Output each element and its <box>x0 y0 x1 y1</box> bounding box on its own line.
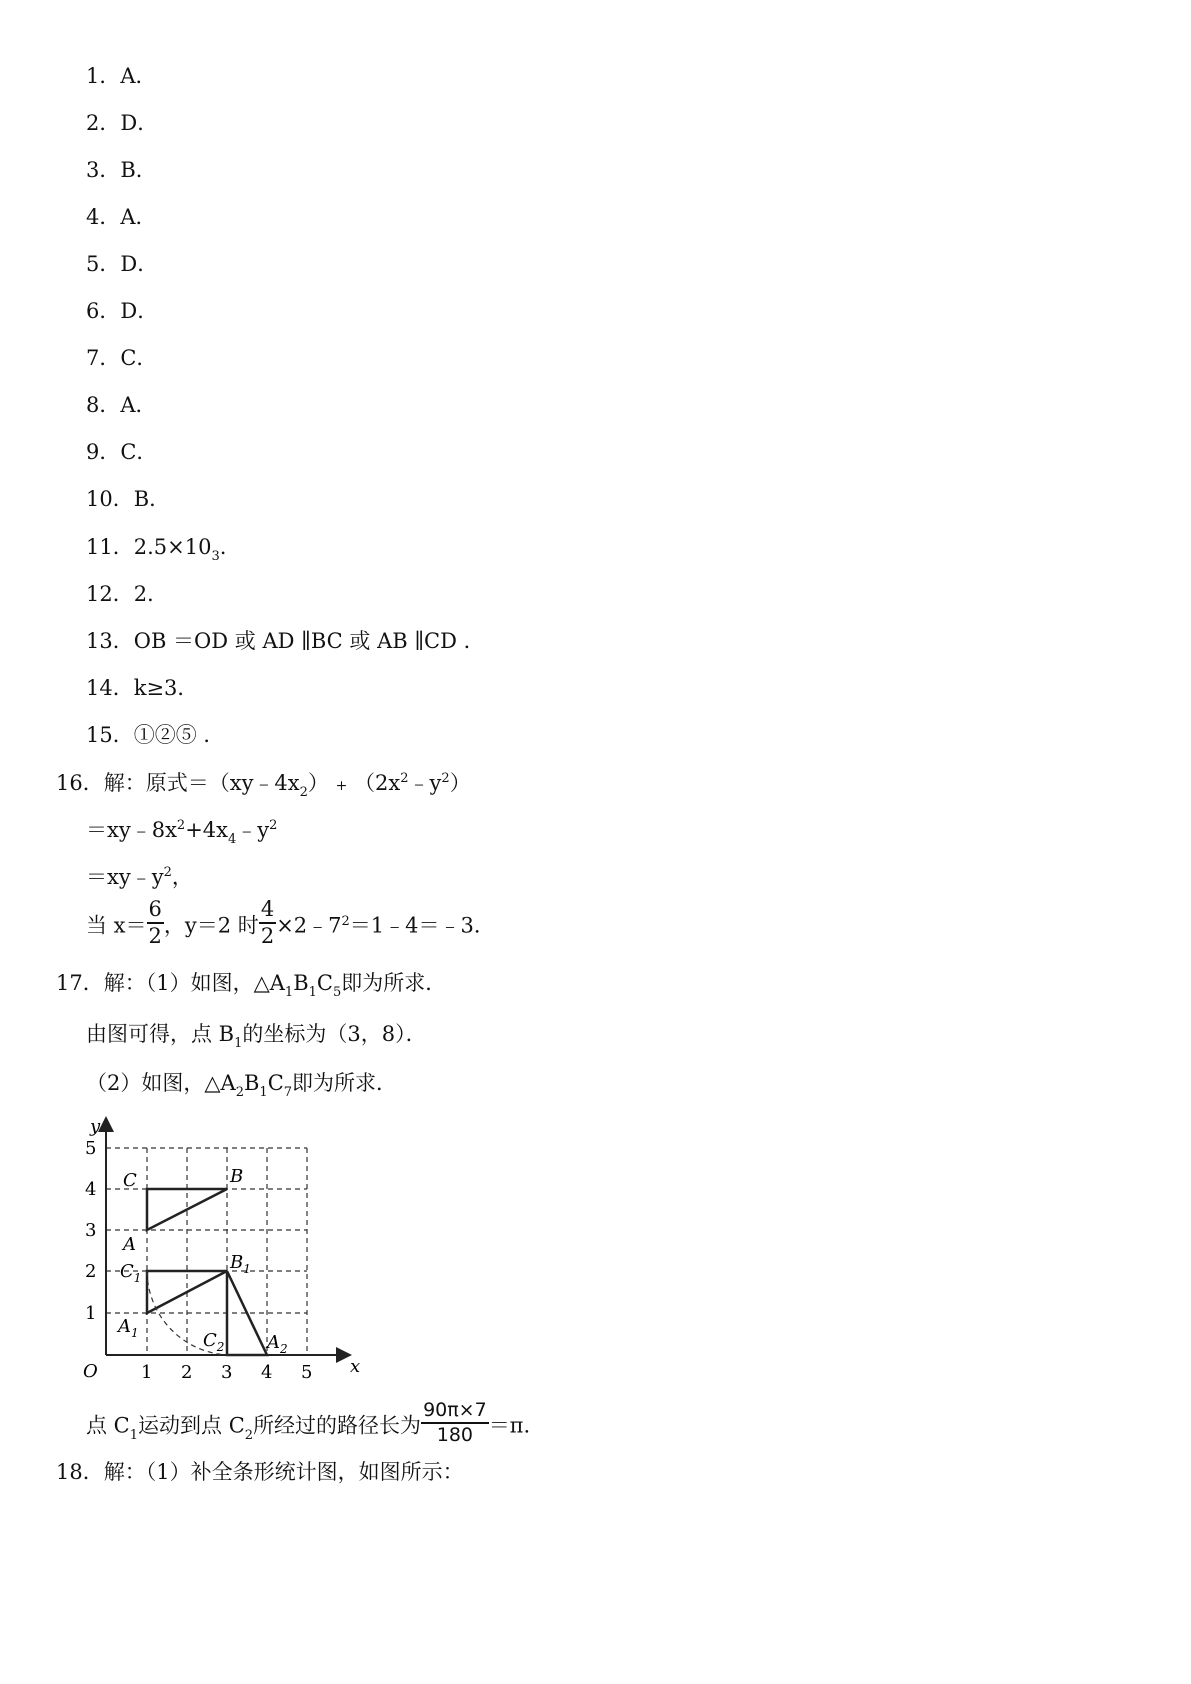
answer-15: 15．①②⑤ ． <box>86 723 225 747</box>
answer-9: 9．C． <box>86 440 158 464</box>
label-c2: $C_2$ <box>203 1330 225 1354</box>
answer-7: 7．C． <box>86 346 158 370</box>
label-c: C <box>123 1170 137 1191</box>
x-tick-2: 2 <box>181 1362 193 1383</box>
q16-line-4: 当 x＝ $\frac{6}{2}$ ，y＝2 时 $\frac{4}{2}$ $\times 2﹣7^2=1﹣4=﹣3$． <box>86 897 495 948</box>
coordinate-graph <box>78 1110 378 1385</box>
x-axis-label: x <box>350 1356 361 1377</box>
x-tick-5: 5 <box>301 1362 313 1383</box>
q18-line-1: 18．解：（1）补全条形统计图，如图所示： <box>56 1460 464 1484</box>
q16-line-1: 16．解：原式$=(xy﹣4x_2)$ + $(2x^2﹣y^2)$ <box>56 771 471 800</box>
answer-3: 3．B． <box>86 158 157 182</box>
answer-12: 12．2． <box>86 582 169 606</box>
y-tick-1: 1 <box>85 1303 97 1324</box>
answer-11: 11．$2.5\times 10_3$. <box>86 535 227 564</box>
y-axis-label: y <box>90 1116 101 1137</box>
fraction-6-over-2: $\frac{6}{2}$ <box>148 897 162 948</box>
label-a2: $A_2$ <box>267 1332 288 1356</box>
label-c1: $C_1$ <box>120 1261 142 1285</box>
answer-2: 2．D． <box>86 111 159 135</box>
q17-line-3: （2）如图，$\triangle A_2B_1C_7$即为所求． <box>86 1071 398 1100</box>
q17-line-4: 点 $C_1$运动到点 $C_2$所经过的路径长为 $\frac{90\pi\times 7}{180}$ ＝π. <box>86 1399 531 1446</box>
label-b: B <box>230 1166 244 1187</box>
label-a: A <box>123 1234 136 1255</box>
fraction-arc-length: $\frac{90\pi\times 7}{180}$ <box>423 1399 487 1446</box>
answer-8: 8．A． <box>86 393 157 417</box>
q17-line-1: 17．解：（1）如图，$\triangle A_1B_1C_5$即为所求． <box>56 971 447 1000</box>
x-tick-4: 4 <box>261 1362 273 1383</box>
answer-13: 13．OB ＝OD 或 AD ∥BC 或 AB ∥CD ． <box>86 629 485 653</box>
answer-1: 1．A． <box>86 64 157 88</box>
q17-line-2: 由图可得，点 $B_1$的坐标为（3，8）． <box>86 1022 427 1051</box>
answer-5: 5．D． <box>86 252 159 276</box>
y-tick-4: 4 <box>85 1179 97 1200</box>
fraction-4-over-2: $\frac{4}{2}$ <box>260 897 275 948</box>
y-tick-5: 5 <box>85 1138 97 1159</box>
y-tick-2: 2 <box>85 1261 97 1282</box>
x-tick-1: 1 <box>141 1362 153 1383</box>
answer-4: 4．A． <box>86 205 157 229</box>
origin-label: O <box>83 1361 98 1382</box>
label-a1: $A_1$ <box>118 1316 139 1340</box>
q16-line-3: $=xy﹣y^2$， <box>86 865 193 889</box>
q16-line-2: $=xy﹣8x^2+4x_4﹣y^2$ <box>86 818 278 847</box>
label-b1: $B_1$ <box>230 1252 251 1276</box>
answer-10: 10．B． <box>86 487 171 511</box>
y-tick-3: 3 <box>85 1220 97 1241</box>
x-tick-3: 3 <box>221 1362 233 1383</box>
answer-14: 14．k≥3． <box>86 676 199 700</box>
answer-6: 6．D． <box>86 299 159 323</box>
